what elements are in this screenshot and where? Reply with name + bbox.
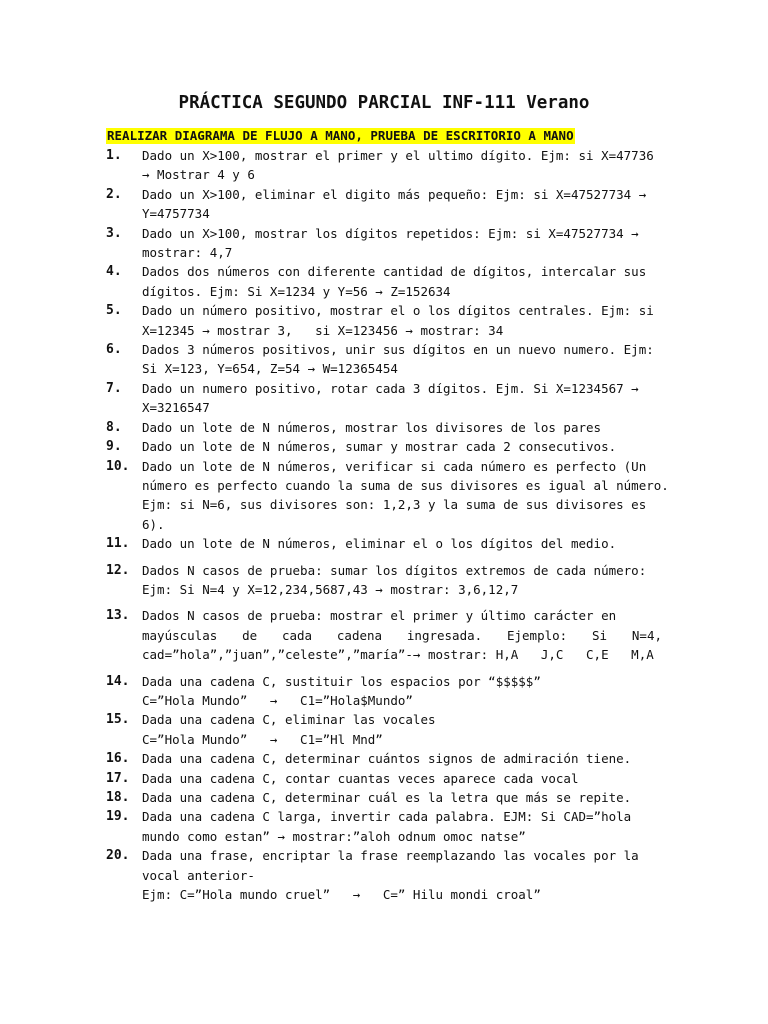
exercise-text-line: Ejm: Si N=4 y X=12,234,5687,43 → mostrar: 3,6,12,7: [142, 581, 519, 597]
exercise-number: 16.: [106, 751, 130, 767]
exercise-text-line: Si X=123, Y=654, Z=54 → W=12365454: [142, 361, 398, 377]
exercise-text-line: → Mostrar 4 y 6: [142, 167, 255, 183]
exercise-number: 19.: [106, 809, 130, 825]
exercise-number: 15.: [106, 712, 130, 728]
exercise-number: 8.: [106, 419, 122, 435]
exercise-item: [106, 185, 662, 224]
exercise-text-line: Dado un lote de N números, mostrar los divisores de los pares: [142, 419, 602, 435]
exercise-text-line: X=3216547: [142, 400, 210, 416]
exercise-text-line: dígitos. Ejm: Si X=1234 y Y=56 → Z=152634: [142, 283, 451, 299]
exercise-number: 7.: [106, 380, 122, 396]
exercise-item: [106, 418, 662, 437]
exercise-text-line: Dados 3 números positivos, unir sus dígitos en un nuevo numero. Ejm:: [142, 342, 654, 358]
exercise-number: 3.: [106, 225, 122, 241]
exercise-text-line: Dados N casos de prueba: mostrar el primer y último carácter en: [142, 608, 617, 624]
exercise-text-line: Dado un lote de N números, sumar y mostrar cada 2 consecutivos.: [142, 439, 617, 455]
exercise-text-line: Dada una cadena C, determinar cuál es la letra que más se repite.: [142, 790, 632, 805]
exercise-text-line: Dada una cadena C, determinar cuántos signos de admiración tiene.: [142, 751, 632, 767]
exercise-number: 12.: [106, 562, 130, 578]
exercise-text-line: Dada una frase, encriptar la frase reemplazando las vocales por la: [142, 848, 639, 864]
exercise-text-line: Dados N casos de prueba: sumar los dígitos extremos de cada número:: [142, 562, 647, 578]
exercise-number: 20.: [106, 848, 130, 864]
exercise-number: 2.: [106, 186, 122, 202]
exercise-number: 9.: [106, 439, 122, 455]
exercise-item: [106, 437, 662, 456]
exercise-item: [106, 301, 662, 340]
exercise-number: 13.: [106, 608, 130, 624]
exercise-text-line: Dada una cadena C, eliminar las vocales: [142, 712, 436, 728]
exercise-text-line: Dado un X>100, mostrar los dígitos repetidos: Ejm: si X=47527734 →: [142, 225, 639, 241]
exercise-text-line: mostrar: 4,7: [142, 245, 233, 261]
exercise-item: [106, 788, 662, 807]
exercise-text-line: mundo como estan” → mostrar:”aloh odnum omoc natse”: [142, 828, 526, 844]
exercise-text-line: Dada una cadena C, contar cuantas veces aparece cada vocal: [142, 770, 579, 786]
exercise-item: [106, 807, 662, 846]
exercise-text-line: mayúsculas de cada cadena ingresada. Ejemplo: Si N=4,: [142, 627, 662, 643]
exercise-text-line: X=12345 → mostrar 3, si X=123456 → mostrar: 34: [142, 322, 504, 338]
instruction-highlight: REALIZAR DIAGRAMA DE FLUJO A MANO, PRUEBA DE ESCRITORIO A MANO: [107, 128, 574, 143]
exercise-text-line: Dada una cadena C larga, invertir cada palabra. EJM: Si CAD=”hola: [142, 809, 632, 825]
exercise-number: 1.: [106, 148, 122, 163]
exercise-number: 17.: [106, 770, 130, 786]
exercise-text-line: Ejm: C=”Hola mundo cruel” → C=” Hilu mondi croal”: [142, 887, 541, 903]
exercise-item: [106, 749, 662, 768]
exercise-number: 11.: [106, 536, 130, 552]
exercise-item: [106, 672, 662, 711]
exercise-text-line: número es perfecto cuando la suma de sus divisores es igual al número.: [142, 477, 669, 493]
exercise-text-line: 6).: [142, 516, 165, 532]
exercise-item: [106, 606, 662, 664]
exercise-text-line: Dado un lote de N números, verificar si cada número es perfecto (Un: [142, 458, 647, 474]
exercise-text-line: Ejm: si N=6, sus divisores son: 1,2,3 y la suma de sus divisores es: [142, 497, 647, 513]
exercise-text-line: Dado un numero positivo, rotar cada 3 dígitos. Ejm. Si X=1234567 →: [142, 380, 639, 396]
exercise-item: [106, 534, 662, 553]
exercise-number: 10.: [106, 458, 130, 474]
exercise-number: 14.: [106, 673, 130, 689]
exercise-number: 6.: [106, 342, 122, 358]
exercise-item: [106, 710, 662, 749]
exercise-item: [106, 561, 662, 600]
exercise-number: 5.: [106, 303, 122, 319]
exercise-text-line: C=”Hola Mundo” → C1=”Hl Mnd”: [142, 731, 383, 747]
exercise-list: [106, 146, 669, 904]
exercise-text-line: Dado un X>100, eliminar el digito más pequeño: Ejm: si X=47527734 →: [142, 186, 647, 202]
exercise-item: [106, 224, 662, 263]
exercise-text-line: Dado un X>100, mostrar el primer y el ultimo dígito. Ejm: si X=47736: [142, 148, 654, 163]
exercise-item: [106, 146, 662, 185]
exercise-text-line: Dada una cadena C, sustituir los espacios por “$$$$$”: [142, 673, 541, 689]
exercise-text-line: C=”Hola Mundo” → C1=”Hola$Mundo”: [142, 692, 413, 708]
exercise-text-line: Y=4757734: [142, 206, 210, 222]
exercise-number: 4.: [106, 264, 122, 280]
exercise-item: [106, 379, 662, 418]
exercise-item: [106, 340, 662, 379]
exercise-item: [106, 457, 669, 535]
exercise-item: [106, 262, 662, 301]
exercise-item: [106, 769, 662, 788]
exercise-text-line: Dados dos números con diferente cantidad de dígitos, intercalar sus: [142, 264, 647, 280]
exercise-text-line: Dado un lote de N números, eliminar el o los dígitos del medio.: [142, 536, 617, 552]
exercise-text-line: cad=”hola”,”juan”,”celeste”,”maría”-→ mostrar: H,A J,C C,E M,A: [142, 647, 654, 663]
page-title: PRÁCTICA SEGUNDO PARCIAL INF-111 Verano: [178, 93, 590, 113]
exercise-number: 18.: [106, 790, 130, 805]
exercise-text-line: Dado un número positivo, mostrar el o los dígitos centrales. Ejm: si: [142, 303, 654, 319]
exercise-item: [106, 846, 662, 904]
exercise-text-line: vocal anterior-: [142, 867, 255, 883]
